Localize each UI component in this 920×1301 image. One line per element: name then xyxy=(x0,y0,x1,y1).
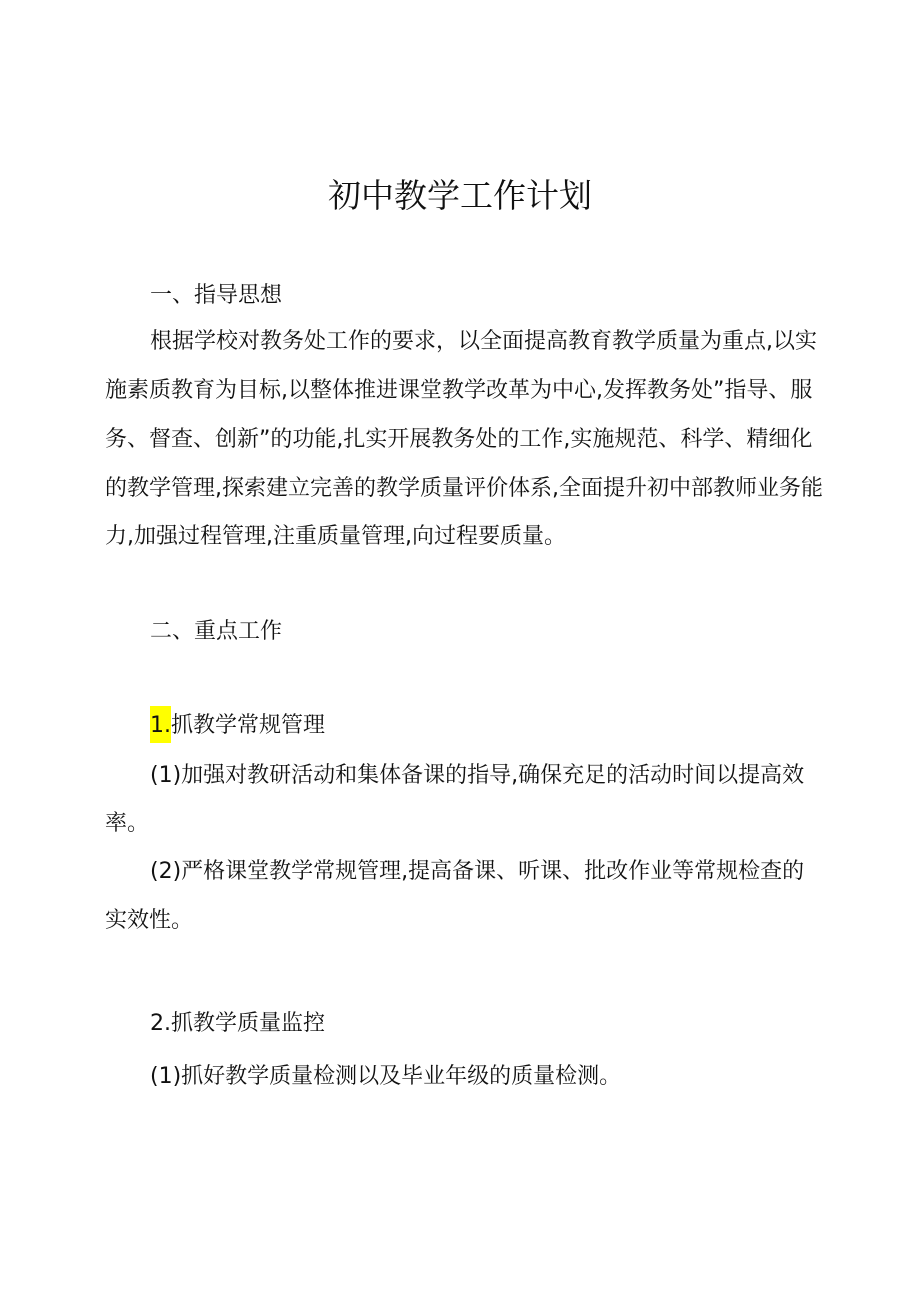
item1-sub1-line: 率。 xyxy=(105,811,150,836)
paragraph-line: 施素质教育为目标,以整体推进课堂教学改革为中心,发挥教务处”指导、服 xyxy=(105,378,813,403)
item1-sub1-line: (1)加强对教研活动和集体备课的指导,确保充足的活动时间以提高效 xyxy=(150,763,805,788)
section2-heading: 二、重点工作 xyxy=(150,619,283,644)
item1-title: 抓教学常规管理 xyxy=(171,713,326,738)
item1-sub2-line: 实效性。 xyxy=(105,908,194,933)
item2-sub1: (1)抓好教学质量检测以及毕业年级的质量检测。 xyxy=(150,1064,622,1089)
paragraph-line: 力,加强过程管理,注重质量管理,向过程要质量。 xyxy=(105,524,566,549)
paragraph-line: 的教学管理,探索建立完善的教学质量评价体系,全面提升初中部教师业务能 xyxy=(105,476,823,501)
item1-heading xyxy=(150,711,325,743)
paragraph-line: 务、督查、创新”的功能,扎实开展教务处的工作,实施规范、科学、精细化 xyxy=(105,427,813,452)
item1-number-highlight: 1. xyxy=(150,706,171,743)
paragraph-line: 根据学校对教务处工作的要求，以全面提高教育教学质量为重点,以实 xyxy=(150,329,817,354)
item1-sub2-line: (2)严格课堂教学常规管理,提高备课、听课、批改作业等常规检查的 xyxy=(150,859,805,884)
section1-heading: 一、指导思想 xyxy=(150,283,283,308)
item2-heading: 2.抓教学质量监控 xyxy=(150,1011,325,1036)
document-title: 初中教学工作计划 xyxy=(328,176,592,215)
